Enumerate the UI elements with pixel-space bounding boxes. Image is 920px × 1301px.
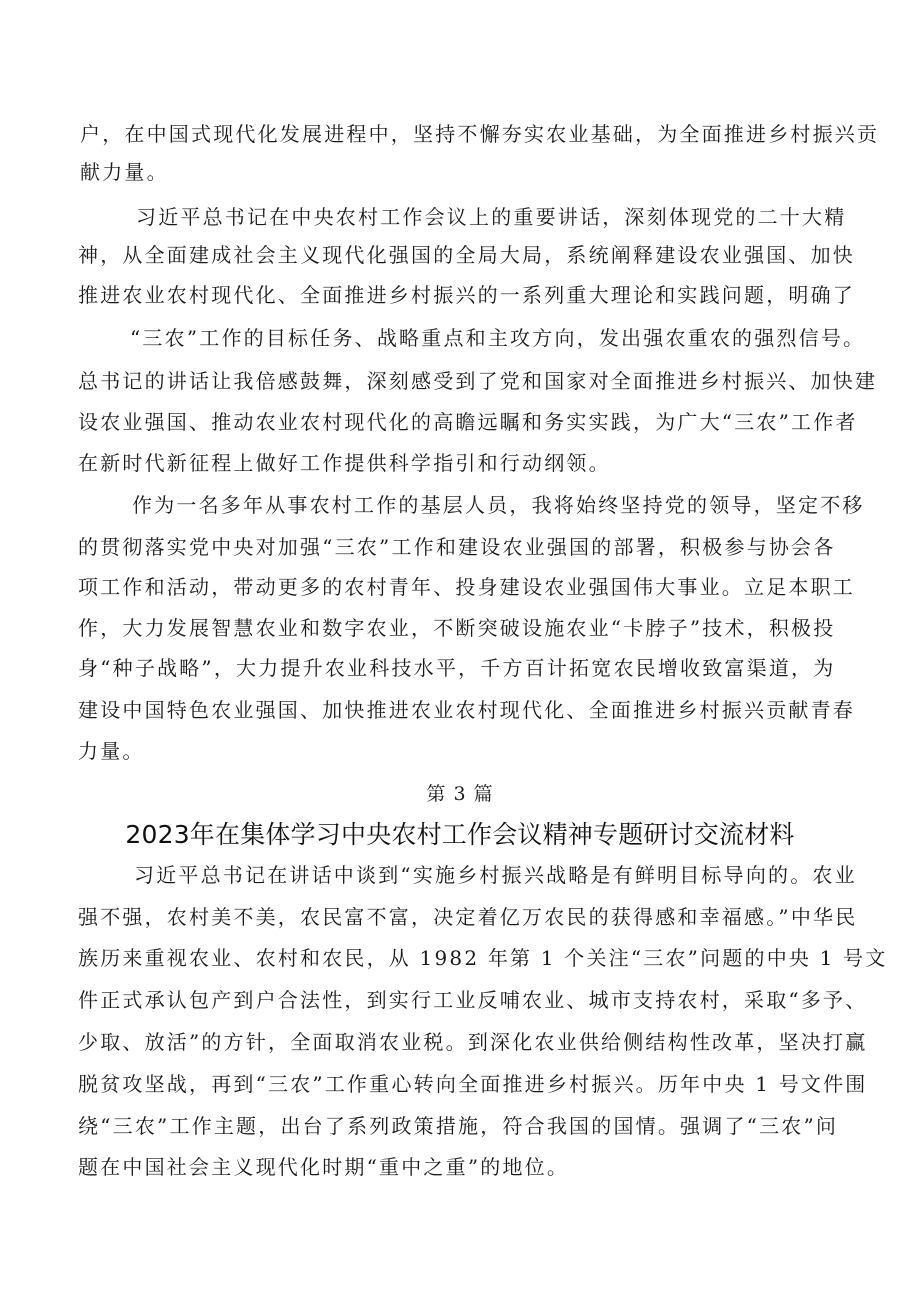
paragraph-line: 项工作和活动，带动更多的农村青年、投身建设农业强国伟大事业。立足本职工 [78,575,855,599]
chapter-title: 2023年在集体学习中央农村工作会议精神专题研讨交流材料 [125,820,795,849]
paragraph-line: 户，在中国式现代化发展进程中，坚持不懈夯实农业基础，为全面推进乡村振兴贡 [80,122,880,146]
paragraph-line: 脱贫攻坚战，再到“三农”工作重心转向全面推进乡村振兴。历年中央 1 号文件围 [78,1072,868,1096]
chapter-number: 第 3 篇 [426,783,494,805]
paragraph-line: 绕“三农”工作主题，出台了系列政策措施，符合我国的国情。强调了“三农”问 [78,1114,839,1138]
paragraph-line: 强不强，农村美不美，农民富不富，决定着亿万农民的获得感和幸福感。”中华民 [78,905,858,929]
paragraph-line: 习近平总书记在讲话中谈到“实施乡村振兴战略是有鲜明目标导向的。农业 [134,863,857,887]
paragraph-line: 题在中国社会主义现代化时期“重中之重”的地位。 [78,1155,570,1179]
paragraph-line: 建设中国特色农业强国、加快推进农业农村现代化、全面推进乡村振兴贡献青春 [78,698,855,722]
paragraph-line: 族历来重视农业、农村和农民，从 1982 年第 1 个关注“三农”问题的中央 1 号文 [78,946,888,970]
paragraph-line: 身“种子战略”，大力提升农业科技水平，千方百计拓宽农民增收致富渠道，为 [78,656,836,680]
paragraph-line: 神，从全面建成社会主义现代化强国的全局大局，系统阐释建设农业强国、加快 [78,243,855,267]
paragraph-line: 总书记的讲话让我倍感鼓舞，深刻感受到了党和国家对全面推进乡村振兴、加快建 [78,369,878,393]
paragraph-line: 力量。 [78,739,145,763]
paragraph-line: “三农”工作的目标任务、战略重点和主攻方向，发出强农重农的强烈信号。 [130,326,866,350]
paragraph-line: 习近平总书记在中央农村工作会议上的重要讲话，深刻体现党的二十大精 [136,205,847,229]
paragraph-line: 设农业强国、推动农业农村现代化的高瞻远瞩和务实实践，为广大“三农”工作者 [78,410,858,434]
paragraph-line: 作，大力发展智慧农业和数字农业，不断突破设施农业“卡脖子”技术，积极投 [78,616,836,640]
paragraph-line: 的贯彻落实党中央对加强“三农”工作和建设农业强国的部署，积极参与协会各 [78,535,836,559]
paragraph-line: 献力量。 [80,160,169,184]
paragraph-line: 少取、放活”的方针，全面取消农业税。到深化农业供给侧结构性改革，坚决打赢 [78,1030,868,1054]
paragraph-line: 在新时代新征程上做好工作提供科学指引和行动纲领。 [78,451,611,475]
paragraph-line: 件正式承认包产到户合法性，到实行工业反哺农业、城市支持农村，采取“多予、 [78,988,868,1012]
paragraph-line: 作为一名多年从事农村工作的基层人员，我将始终坚持党的领导，坚定不移 [132,493,865,517]
paragraph-line: 推进农业农村现代化、全面推进乡村振兴的一系列重大理论和实践问题，明确了 [78,283,855,307]
